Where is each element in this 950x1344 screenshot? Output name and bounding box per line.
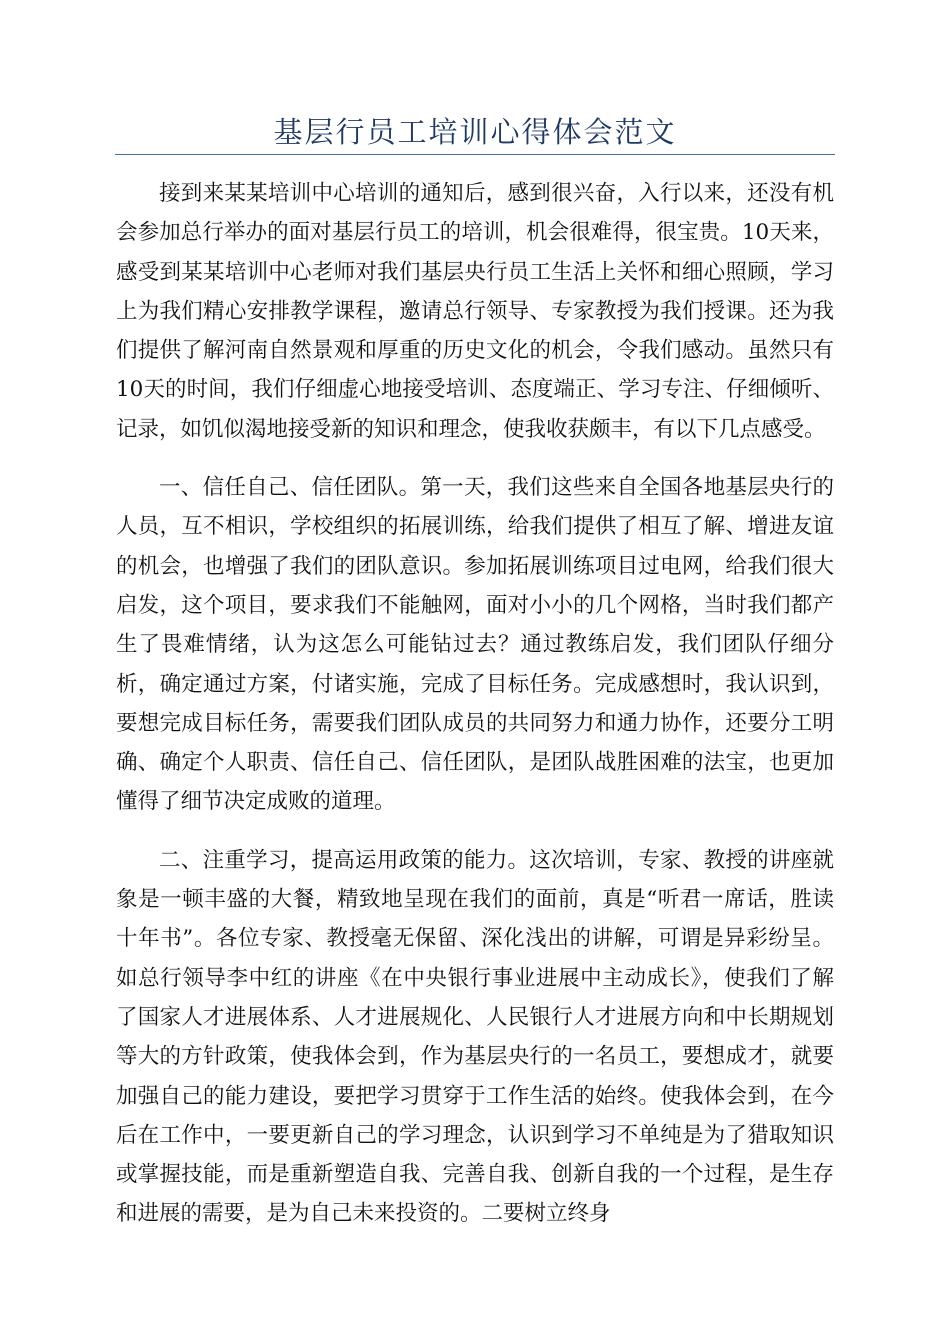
paragraph-trust-team: 一、信任自己、信任团队。第一天，我们这些来自全国各地基层央行的人员，互不相识，学校组织的拓展训练，给我们提供了相互了解、增进友谊的机会，也增强了我们的团队意识。参加拓展训练项目过电网，给我们很大启发，这个项目，要求我们不能触网，面对小小的几个网格，当时我们都产生了畏难情绪，认为这怎么可能钻过去？通过教练启发，我们团队仔细分析，确定通过方案，付诸实施，完成了目标任务。完成感想时，我认识到，要想完成目标任务，需要我们团队成员的共同努力和通力协作，还要分工明确、确定个人职责、信任自己、信任团队，是团队战胜困难的法宝，也更加懂得了细节决定成败的道理。: [116, 475, 834, 815]
document-body: [116, 174, 834, 1253]
paragraph-study-policy: 二、注重学习，提高运用政策的能力。这次培训，专家、教授的讲座就象是一顿丰盛的大餐，精致地呈现在我们的面前，真是“听君一席话，胜读十年书”。各位专家、教授毫无保留、深化浅出的讲解，可谓是异彩纷呈。如总行领导李中红的讲座《在中央银行事业进展中主动成长》，使我们了解了国家人才进展体系、人才进展规化、人民银行人才进展方向和中长期规划等大的方针政策，使我体会到，作为基层央行的一名员工，要想成才，就要加强自己的能力建设，要把学习贯穿于工作生活的始终。使我体会到，在今后在工作中，一要更新自己的学习理念，认识到学习不单纯是为了猎取知识或掌握技能，而是重新塑造自我、完善自我、创新自我的一个过程，是生存和进展的需要，是为自己未来投资的。二要树立终身: [116, 847, 834, 1227]
title-underline: [115, 154, 835, 155]
paragraph-intro: 接到来某某培训中心培训的通知后，感到很兴奋，入行以来，还没有机会参加总行举办的面对基层行员工的培训，机会很难得，很宝贵。10天来，感受到某某培训中心老师对我们基层央行员工生活上关怀和细心照顾，学习上为我们精心安排教学课程，邀请总行领导、专家教授为我们授课。还为我们提供了解河南自然景观和厚重的历史文化的机会，令我们感动。虽然只有10天的时间，我们仔细虚心地接受培训、态度端正、学习专注、仔细倾听、记录，如饥似渴地接受新的知识和理念，使我收获颇丰，有以下几点感受。: [116, 181, 834, 442]
document-title: 基层行员工培训心得体会范文: [273, 115, 677, 149]
